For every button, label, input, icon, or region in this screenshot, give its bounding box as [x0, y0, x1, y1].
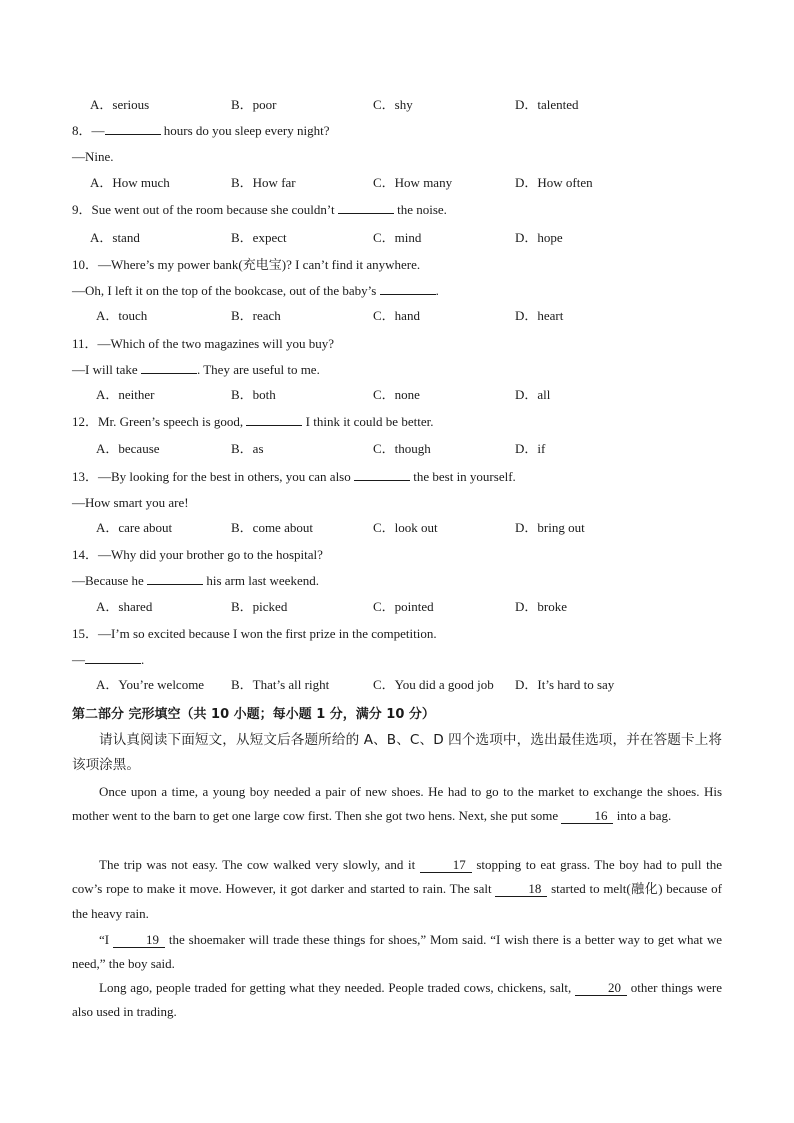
- answer-blank: [85, 663, 141, 664]
- q12-option-c[interactable]: C．though: [373, 441, 431, 456]
- q11-option-c[interactable]: C．none: [373, 387, 420, 402]
- q15-stem: 15．—I’m so excited because I won the first prize in the competition.: [72, 626, 437, 641]
- q14-reply: —Because he his arm last weekend.: [72, 573, 319, 588]
- part2-instruction: 请认真阅读下面短文，从短文后各题所给的 A、B、C、D 四个选项中，选出最佳选项，并在答题卡上将该项涂黑。: [72, 732, 722, 773]
- q10-option-d[interactable]: D．heart: [515, 308, 564, 323]
- q14-options: [0, 599, 794, 615]
- q7-option-c[interactable]: C．shy: [373, 97, 413, 112]
- q10-options: [0, 308, 794, 324]
- q9-options: [0, 230, 794, 246]
- q8-stem: 8．— hours do you sleep every night?: [72, 123, 330, 138]
- q11-option-d[interactable]: D．all: [515, 387, 551, 402]
- q10-option-c[interactable]: C．hand: [373, 308, 420, 323]
- q15-reply: — .: [72, 652, 145, 667]
- q12-options: [0, 441, 794, 457]
- q10-stem: 10．—Where’s my power bank(充电宝)? I can’t find it anywhere.: [72, 257, 421, 272]
- passage-paragraph-1: Once upon a time, a young boy needed a pair of new shoes. He had to go to the market to exchange the shoes. His mother went to the barn to get one large cow first. Then she got two hens. Next, she put some 16 into a bag.: [72, 784, 722, 824]
- q8-option-b[interactable]: B．How far: [231, 175, 296, 190]
- q15-options: [0, 677, 794, 693]
- q13-stem: 13．—By looking for the best in others, you can also the best in yourself.: [72, 469, 516, 484]
- q15-option-b[interactable]: B．That’s all right: [231, 677, 330, 692]
- q8-option-c[interactable]: C．How many: [373, 175, 453, 190]
- q12-option-d[interactable]: D．if: [515, 441, 546, 456]
- q8-option-a[interactable]: A．How much: [90, 175, 170, 190]
- q9-option-b[interactable]: B．expect: [231, 230, 287, 245]
- q13-reply: —How smart you are!: [72, 495, 189, 510]
- q13-option-a[interactable]: A．care about: [96, 520, 173, 535]
- cloze-blank-19[interactable]: 19: [113, 933, 165, 948]
- answer-blank: [105, 134, 161, 135]
- answer-blank: [354, 480, 410, 481]
- q14-option-c[interactable]: C．pointed: [373, 599, 434, 614]
- q15-option-a[interactable]: A．You’re welcome: [96, 677, 205, 692]
- q14-option-d[interactable]: D．broke: [515, 599, 567, 614]
- cloze-blank-18[interactable]: 18: [495, 882, 547, 897]
- q9-option-c[interactable]: C．mind: [373, 230, 422, 245]
- q9-stem: 9．Sue went out of the room because she couldn’t the noise.: [72, 202, 447, 217]
- q7-options: [0, 97, 794, 113]
- q14-stem: 14．—Why did your brother go to the hospital?: [72, 547, 323, 562]
- q14-option-b[interactable]: B．picked: [231, 599, 288, 614]
- q11-option-b[interactable]: B．both: [231, 387, 276, 402]
- cloze-blank-17[interactable]: 17: [420, 858, 472, 873]
- q9-option-a[interactable]: A．stand: [90, 230, 140, 245]
- answer-blank: [141, 373, 197, 374]
- q8-option-d[interactable]: D．How often: [515, 175, 593, 190]
- q8-reply: —Nine.: [72, 149, 114, 164]
- q8-options: [0, 175, 794, 191]
- q7-option-d[interactable]: D．talented: [515, 97, 579, 112]
- passage-paragraph-3: “I 19 the shoemaker will trade these things for shoes,” Mom said. “I wish there is a better way to get what we need,” the boy said.: [72, 932, 722, 972]
- q13-options: [0, 520, 794, 536]
- q13-option-d[interactable]: D．bring out: [515, 520, 585, 535]
- q14-option-a[interactable]: A．shared: [96, 599, 153, 614]
- passage-paragraph-2: The trip was not easy. The cow walked very slowly, and it 17 stopping to eat grass. The boy had to pull the cow’s rope to make it move. However, it got darker and started to rain. The salt 18 started to melt(融化) because of the heavy rain.: [72, 857, 722, 921]
- part2-title: 第二部分 完形填空（共 10 小题；每小题 1 分，满分 10 分）: [72, 707, 435, 722]
- q10-option-a[interactable]: A．touch: [96, 308, 148, 323]
- q10-reply: —Oh, I left it on the top of the bookcase, out of the baby’s .: [72, 283, 439, 298]
- answer-blank: [246, 425, 302, 426]
- cloze-blank-16[interactable]: 16: [561, 809, 613, 824]
- q11-stem: 11．—Which of the two magazines will you buy?: [72, 336, 334, 351]
- q12-stem: 12．Mr. Green’s speech is good, I think it could be better.: [72, 414, 434, 429]
- q11-options: [0, 387, 794, 403]
- q10-option-b[interactable]: B．reach: [231, 308, 281, 323]
- q15-option-c[interactable]: C．You did a good job: [373, 677, 494, 692]
- q13-option-b[interactable]: B．come about: [231, 520, 313, 535]
- q11-reply: —I will take . They are useful to me.: [72, 362, 320, 377]
- q15-option-d[interactable]: D．It’s hard to say: [515, 677, 615, 692]
- q12-option-b[interactable]: B．as: [231, 441, 264, 456]
- cloze-blank-20[interactable]: 20: [575, 981, 627, 996]
- answer-blank: [338, 213, 394, 214]
- q9-option-d[interactable]: D．hope: [515, 230, 563, 245]
- answer-blank: [380, 294, 436, 295]
- q12-option-a[interactable]: A．because: [96, 441, 160, 456]
- q7-option-b[interactable]: B．poor: [231, 97, 277, 112]
- passage-paragraph-4: Long ago, people traded for getting what they needed. People traded cows, chickens, salt, 20 other things were also used in trading.: [72, 980, 722, 1020]
- answer-blank: [147, 584, 203, 585]
- q11-option-a[interactable]: A．neither: [96, 387, 155, 402]
- q7-option-a[interactable]: A．serious: [90, 97, 150, 112]
- q13-option-c[interactable]: C．look out: [373, 520, 438, 535]
